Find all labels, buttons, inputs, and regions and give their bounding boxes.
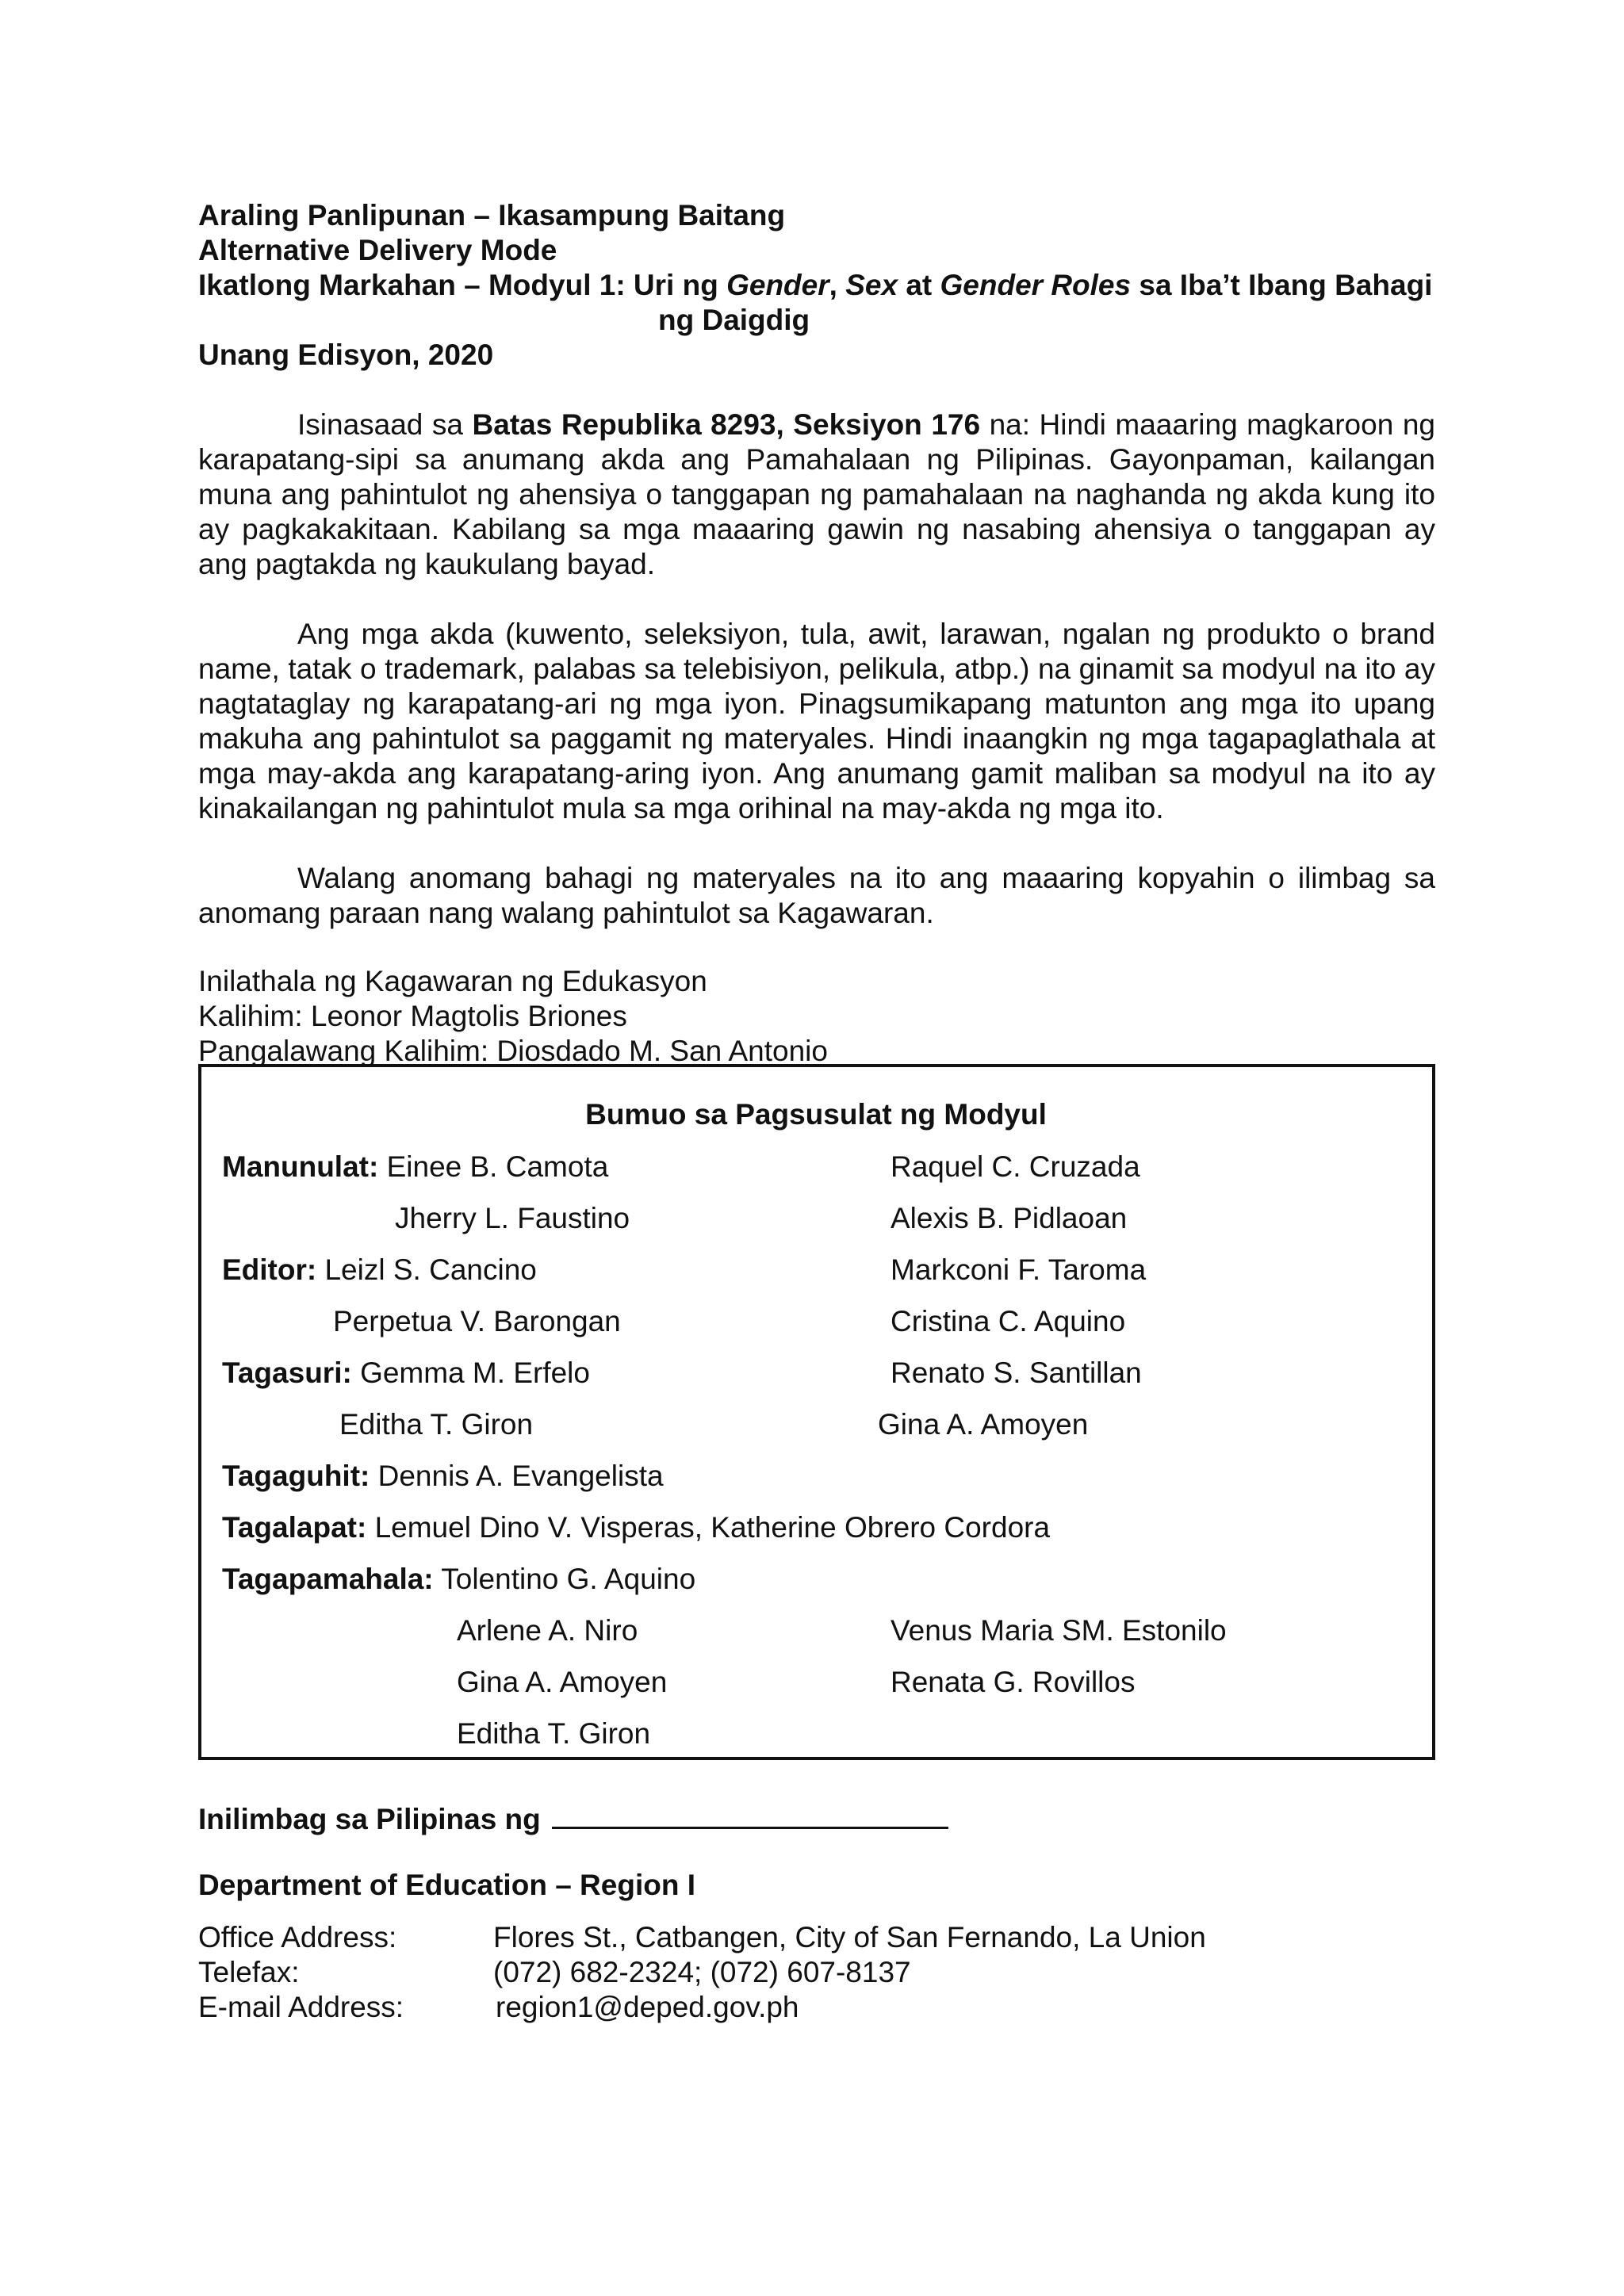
module-title: [198, 268, 1432, 303]
credits-tagapamahala: [222, 1562, 695, 1597]
manunulat-name-4: Alexis B. Pidlaoan: [891, 1202, 1128, 1234]
tagapamahala-name-4: Editha T. Giron: [457, 1717, 651, 1750]
tagapamahala-name-3: Gina A. Amoyen: [457, 1666, 668, 1698]
printer-blank-line: [552, 1800, 948, 1829]
module-title-sex: Sex: [845, 269, 898, 301]
tagapamahala-name-1: Tolentino G. Aquino: [441, 1563, 696, 1595]
credits-title: Bumuo sa Pagsusulat ng Modyul: [585, 1098, 1047, 1131]
module-title-roles: Gender Roles: [940, 269, 1132, 301]
editor-name-3: Markconi F. Taroma: [891, 1253, 1147, 1286]
copyright-paragraph-3: Walang anomang bahagi ng materyales na ito ang maaaring kopyahin o ilimbag sa anomang paraan nang walang pahintulot sa Kagawaran.: [198, 862, 1435, 929]
tagaguhit-label: Tagaguhit:: [222, 1460, 370, 1492]
tagaguhit-name: Dennis A. Evangelista: [377, 1460, 664, 1492]
tagasuri-label: Tagasuri:: [222, 1357, 352, 1389]
header-line-2: Alternative Delivery Mode: [198, 234, 557, 266]
manunulat-name-2: Jherry L. Faustino: [395, 1202, 630, 1234]
telefax-value: (072) 682-2324; (072) 607-8137: [493, 1956, 911, 1988]
copyright-paragraph-2: Ang mga akda (kuwento, seleksiyon, tula, awit, larawan, ngalan ng produkto o brand name, tatak o trademark, palabas sa telebisiyon, pelikula, atbp.) na ginamit sa modyul na ito ay nagtataglay ng karapatang-ari ng mga iyon. Pinagsumikapang matunton ang mga ito upang makuha ang pahintulot sa paggamit ng materyales. Hindi inaangkin ng mga tagapaglathala at mga may-akda ang karapatang-aring iyon. Ang anumang gamit maliban sa modyul na ito ay kinakailangan ng pahintulot mula sa mga orihinal na may-akda ng mga ito.: [198, 618, 1435, 825]
editor-name-1: Leizl S. Cancino: [324, 1253, 537, 1286]
p1-law: Batas Republika 8293, Seksiyon 176: [472, 408, 981, 441]
module-title-gender: Gender: [726, 269, 829, 301]
tagapamahala-label: Tagapamahala:: [222, 1563, 434, 1595]
p1-a: Isinasaad sa: [297, 408, 473, 441]
telefax-label: Telefax:: [198, 1956, 300, 1988]
office-name: Department of Education – Region I: [198, 1869, 695, 1901]
tagapamahala-name-2: Arlene A. Niro: [457, 1614, 638, 1647]
manunulat-label: Manunulat:: [222, 1150, 379, 1183]
module-title-b: sa Iba’t Ibang Bahagi: [1131, 269, 1433, 301]
editor-label: Editor:: [222, 1253, 317, 1286]
edition: Unang Edisyon, 2020: [198, 339, 494, 371]
credits-tagalapat: [222, 1510, 1050, 1545]
p1-b: na: Hindi maaaring magkaroon ng karapatang-sipi sa anumang akda ang Pamahalaan ng Pilipinas. Gayonpaman, kailangan muna ang pahintulot ng ahensiya o tanggapan ng pamahalaan na naghanda ng akda kung ito ay pagkakakitaan. Kabilang sa mga maaaring gawin ng nasabing ahensiya o tanggapan ay ang pagtakda ng kaukulang bayad.: [198, 408, 1435, 580]
tagasuri-name-4: Gina A. Amoyen: [878, 1408, 1089, 1441]
module-title-at: at: [898, 269, 940, 301]
credits-manunulat: [222, 1150, 608, 1184]
tagasuri-name-3: Renato S. Santillan: [891, 1357, 1142, 1389]
secretary-line: Kalihim: Leonor Magtolis Briones: [198, 1000, 627, 1032]
tagasuri-name-2: Editha T. Giron: [339, 1408, 534, 1441]
tagapamahala-name-5: Venus Maria SM. Estonilo: [891, 1614, 1227, 1647]
tagalapat-label: Tagalapat:: [222, 1511, 367, 1544]
undersecretary-line: Pangalawang Kalihim: Diosdado M. San Antonio: [198, 1035, 828, 1067]
copyright-paragraph-1: [198, 408, 1435, 582]
office-address-label: Office Address:: [198, 1921, 397, 1954]
manunulat-name-1: Einee B. Camota: [386, 1150, 609, 1183]
email-label: E-mail Address:: [198, 1991, 404, 2023]
publisher-line: Inilathala ng Kagawaran ng Edukasyon: [198, 965, 707, 997]
tagapamahala-name-6: Renata G. Rovillos: [891, 1666, 1136, 1698]
tagalapat-names: Lemuel Dino V. Visperas, Katherine Obrero Cordora: [374, 1511, 1051, 1544]
module-title-a: Ikatlong Markahan – Modyul 1: Uri ng: [198, 269, 727, 301]
tagasuri-name-1: Gemma M. Erfelo: [360, 1357, 590, 1389]
manunulat-name-3: Raquel C. Cruzada: [891, 1150, 1140, 1183]
header-line-1: Araling Panlipunan – Ikasampung Baitang: [198, 199, 786, 232]
printed-in-line: [198, 1800, 948, 1837]
office-address: Flores St., Catbangen, City of San Fernando, La Union: [493, 1921, 1206, 1954]
credits-editor: [222, 1253, 537, 1288]
credits-tagaguhit: [222, 1459, 664, 1494]
module-title-line-2: ng Daigdig: [658, 304, 810, 336]
module-title-comma: ,: [829, 269, 846, 301]
printed-in-label: Inilimbag sa Pilipinas ng: [198, 1803, 541, 1835]
editor-name-4: Cristina C. Aquino: [891, 1305, 1126, 1337]
email-value: region1@deped.gov.ph: [496, 1991, 799, 2023]
credits-tagasuri: [222, 1356, 590, 1391]
editor-name-2: Perpetua V. Barongan: [333, 1305, 621, 1337]
